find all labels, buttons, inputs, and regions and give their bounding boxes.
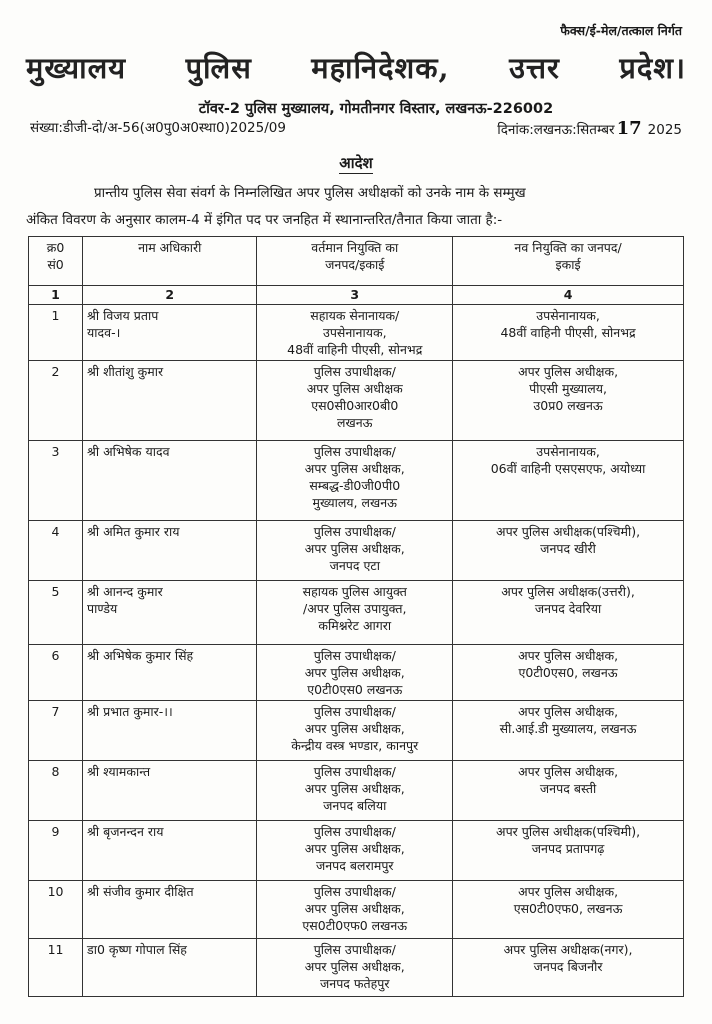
current-posting-cell [257, 881, 453, 939]
officer-name-cell-line: श्री अमित कुमार राय [87, 524, 180, 539]
officer-name-cell-line: श्री शीतांशु कुमार [87, 364, 164, 379]
officer-name-cell-line: श्री श्यामकान्त [87, 764, 151, 779]
new-posting-cell [453, 305, 684, 361]
order-heading: आदेश [339, 154, 373, 172]
officer-name-cell-line: डा0 कृष्ण गोपाल सिंह [87, 942, 187, 957]
table-row [29, 521, 684, 581]
officer-name-cell [83, 939, 257, 997]
new-posting-cell-line: अपर पुलिस अधीक्षक, [518, 704, 619, 719]
new-posting-cell-line: उपसेनानायक, [536, 308, 600, 323]
officer-name-cell [83, 581, 257, 645]
current-posting-cell [257, 441, 453, 521]
officer-name-cell [83, 361, 257, 441]
current-posting-cell-line: अपर पुलिस अधीक्षक, [304, 901, 405, 916]
current-posting-cell-line: केन्द्रीय वस्त्र भण्डार, कानपुर [291, 738, 419, 753]
current-posting-cell-line: /अपर पुलिस उपायुक्त, [303, 601, 407, 616]
new-posting-cell [453, 645, 684, 701]
new-posting-cell [453, 821, 684, 881]
header-serial: क्र0 सं0 [29, 237, 83, 286]
new-posting-cell-line: जनपद बिजनौर [533, 959, 603, 974]
current-posting-cell-line: ए0टी0एस0 लखनऊ [307, 682, 403, 697]
fax-email-note: फैक्स/ई-मेल/तत्काल निर्गत [560, 23, 682, 38]
intro-line: अंकित विवरण के अनुसार कालम-4 में इंगित पद पर जनहित में स्थानान्तरित/तैनात किया जाता है:- [26, 212, 503, 228]
new-posting-cell-line: पीएसी मुख्यालय, [529, 381, 607, 396]
current-posting-cell-line: पुलिस उपाधीक्षक/ [313, 704, 396, 719]
officer-name-cell [83, 701, 257, 761]
new-posting-cell-line: अपर पुलिस अधीक्षक, [518, 364, 619, 379]
transfer-table [28, 236, 684, 997]
new-posting-cell [453, 521, 684, 581]
table-row [29, 939, 684, 997]
new-posting-cell-line: 48वीं वाहिनी पीएसी, सोनभद्र [500, 325, 636, 340]
table-row [29, 645, 684, 701]
column-number-row [29, 286, 684, 305]
officer-name-cell-line: श्री प्रभात कुमार-।। [87, 704, 173, 719]
officer-name-cell-line: श्री अभिषेक यादव [87, 444, 170, 459]
officer-name-cell [83, 305, 257, 361]
table-header-row [29, 237, 684, 286]
current-posting-cell [257, 645, 453, 701]
current-posting-cell [257, 761, 453, 821]
serial-cell: 7 [29, 701, 83, 761]
table-row [29, 581, 684, 645]
serial-cell: 10 [29, 881, 83, 939]
new-posting-cell-line: अपर पुलिस अधीक्षक(पश्चिमी), [496, 824, 641, 839]
current-posting-cell-line: पुलिस उपाधीक्षक/ [313, 444, 396, 459]
order-date [497, 118, 682, 139]
officer-name-cell-line: श्री विजय प्रताप [87, 308, 159, 323]
header-new-posting: नव नियुक्ति का जनपद/ इकाई [453, 237, 684, 286]
new-posting-cell-line: उपसेनानायक, [536, 444, 600, 459]
letterhead-word: महानिदेशक, [311, 51, 450, 85]
officer-name-cell-line: श्री आनन्द कुमार [87, 584, 163, 599]
current-posting-cell-line: जनपद फतेहपुर [319, 976, 390, 991]
table-row [29, 701, 684, 761]
date-day-handwritten: 17 [616, 118, 642, 139]
officer-name-cell [83, 521, 257, 581]
column-number: 3 [257, 286, 453, 305]
current-posting-cell [257, 701, 453, 761]
table-row [29, 361, 684, 441]
officer-name-cell-line: श्री अभिषेक कुमार सिंह [87, 648, 194, 663]
new-posting-cell-line: उ0प्र0 लखनऊ [533, 398, 603, 413]
serial-cell: 2 [29, 361, 83, 441]
new-posting-cell-line: जनपद बस्ती [539, 781, 597, 796]
date-prefix: दिनांक:लखनऊ:सितम्बर [497, 122, 615, 138]
serial-cell: 8 [29, 761, 83, 821]
serial-cell: 4 [29, 521, 83, 581]
reference-row [30, 118, 682, 139]
column-number: 4 [453, 286, 684, 305]
current-posting-cell-line: पुलिस उपाधीक्षक/ [313, 524, 396, 539]
intro-line: प्रान्तीय पुलिस सेवा संवर्ग के निम्नलिखित अपर पुलिस अधीक्षकों को उनके नाम के सम्मुख [94, 185, 526, 201]
new-posting-cell [453, 701, 684, 761]
header-current-posting: वर्तमान नियुक्ति का जनपद/इकाई [257, 237, 453, 286]
column-number: 1 [29, 286, 83, 305]
new-posting-cell-line: अपर पुलिस अधीक्षक, [518, 648, 619, 663]
table-body [29, 305, 684, 997]
officer-name-cell-line: श्री संजीव कुमार दीक्षित [87, 884, 194, 899]
officer-name-cell-line: श्री बृजनन्दन राय [87, 824, 164, 839]
new-posting-cell [453, 881, 684, 939]
current-posting-cell-line: पुलिस उपाधीक्षक/ [313, 364, 396, 379]
current-posting-cell-line: जनपद बलिया [323, 798, 387, 813]
table-row [29, 441, 684, 521]
current-posting-cell-line: अपर पुलिस अधीक्षक, [304, 841, 405, 856]
current-posting-cell-line: पुलिस उपाधीक्षक/ [313, 824, 396, 839]
new-posting-cell [453, 761, 684, 821]
serial-cell: 6 [29, 645, 83, 701]
letterhead-word: मुख्यालय [26, 51, 127, 85]
letterhead-word: उत्तर [509, 51, 560, 85]
new-posting-cell-line: अपर पुलिस अधीक्षक, [518, 764, 619, 779]
current-posting-cell-line: पुलिस उपाधीक्षक/ [313, 648, 396, 663]
column-number: 2 [83, 286, 257, 305]
table-row [29, 881, 684, 939]
letterhead-word: पुलिस [185, 51, 252, 85]
serial-cell: 5 [29, 581, 83, 645]
current-posting-cell [257, 581, 453, 645]
current-posting-cell-line: सम्बद्ध-डी0जी0पी0 [309, 478, 401, 493]
new-posting-cell-line: अपर पुलिस अधीक्षक(नगर), [503, 942, 633, 957]
table-row [29, 821, 684, 881]
current-posting-cell-line: पुलिस उपाधीक्षक/ [313, 884, 396, 899]
new-posting-cell-line: 06वीं वाहिनी एसएसएफ, अयोध्या [490, 461, 646, 476]
current-posting-cell-line: सहायक पुलिस आयुक्त [302, 584, 407, 599]
current-posting-cell-line: अपर पुलिस अधीक्षक, [304, 665, 405, 680]
officer-name-cell [83, 881, 257, 939]
serial-cell: 11 [29, 939, 83, 997]
new-posting-cell [453, 441, 684, 521]
current-posting-cell-line: 48वीं वाहिनी पीएसी, सोनभद्र [287, 342, 423, 357]
current-posting-cell-line: अपर पुलिस अधीक्षक, [304, 781, 405, 796]
officer-name-cell [83, 761, 257, 821]
officer-name-cell [83, 645, 257, 701]
current-posting-cell-line: उपसेनानायक, [322, 325, 387, 340]
current-posting-cell-line: जनपद बलरामपुर [315, 858, 394, 873]
current-posting-cell-line: अपर पुलिस अधीक्षक, [304, 461, 405, 476]
serial-cell: 9 [29, 821, 83, 881]
new-posting-cell-line: जनपद देवरिया [534, 601, 602, 616]
current-posting-cell-line: पुलिस उपाधीक्षक/ [313, 942, 396, 957]
new-posting-cell-line: अपर पुलिस अधीक्षक(उत्तरी), [501, 584, 635, 599]
current-posting-cell [257, 305, 453, 361]
officer-name-cell [83, 821, 257, 881]
current-posting-cell [257, 521, 453, 581]
current-posting-cell-line: एस0सी0आर0बी0 [311, 398, 399, 413]
new-posting-cell [453, 361, 684, 441]
new-posting-cell [453, 939, 684, 997]
current-posting-cell-line: जनपद एटा [329, 558, 380, 573]
new-posting-cell [453, 581, 684, 645]
current-posting-cell-line: कमिश्नरेट आगरा [318, 618, 392, 633]
current-posting-cell [257, 361, 453, 441]
order-intro [26, 180, 686, 234]
new-posting-cell-line: जनपद प्रतापगढ़ [531, 841, 605, 856]
serial-cell: 1 [29, 305, 83, 361]
letterhead-title [26, 48, 686, 87]
current-posting-cell-line: पुलिस उपाधीक्षक/ [313, 764, 396, 779]
current-posting-cell-line: मुख्यालय, लखनऊ [312, 495, 397, 510]
letterhead-word: प्रदेश। [619, 51, 686, 85]
table-row [29, 761, 684, 821]
serial-cell: 3 [29, 441, 83, 521]
date-year: 2025 [647, 122, 682, 138]
new-posting-cell-line: जनपद खीरी [540, 541, 596, 556]
header-name: नाम अधिकारी [83, 237, 257, 286]
reference-number: संख्या:डीजी-दो/अ-56(अ0पु0अ0स्था0)2025/09 [30, 120, 286, 136]
current-posting-cell-line: सहायक सेनानायक/ [310, 308, 400, 323]
officer-name-cell-line: पाण्डेय [87, 601, 118, 616]
new-posting-cell-line: एस0टी0एफ0, लखनऊ [513, 901, 623, 916]
current-posting-cell-line: एस0टी0एफ0 लखनऊ [302, 918, 408, 933]
new-posting-cell-line: ए0टी0एस0, लखनऊ [518, 665, 618, 680]
officer-name-cell-line: यादव-। [87, 325, 121, 340]
office-address: टॉवर-2 पुलिस मुख्यालय, गोमतीनगर विस्तार, लखनऊ-226002 [198, 101, 554, 117]
new-posting-cell-line: सी.आई.डी मुख्यालय, लखनऊ [499, 721, 637, 736]
current-posting-cell-line: अपर पुलिस अधीक्षक [306, 381, 403, 396]
current-posting-cell-line: अपर पुलिस अधीक्षक, [304, 721, 405, 736]
current-posting-cell-line: अपर पुलिस अधीक्षक, [304, 541, 405, 556]
new-posting-cell-line: अपर पुलिस अधीक्षक(पश्चिमी), [496, 524, 641, 539]
officer-name-cell [83, 441, 257, 521]
current-posting-cell-line: अपर पुलिस अधीक्षक, [304, 959, 405, 974]
current-posting-cell [257, 821, 453, 881]
current-posting-cell-line: लखनऊ [337, 415, 373, 430]
current-posting-cell [257, 939, 453, 997]
table-row [29, 305, 684, 361]
new-posting-cell-line: अपर पुलिस अधीक्षक, [518, 884, 619, 899]
